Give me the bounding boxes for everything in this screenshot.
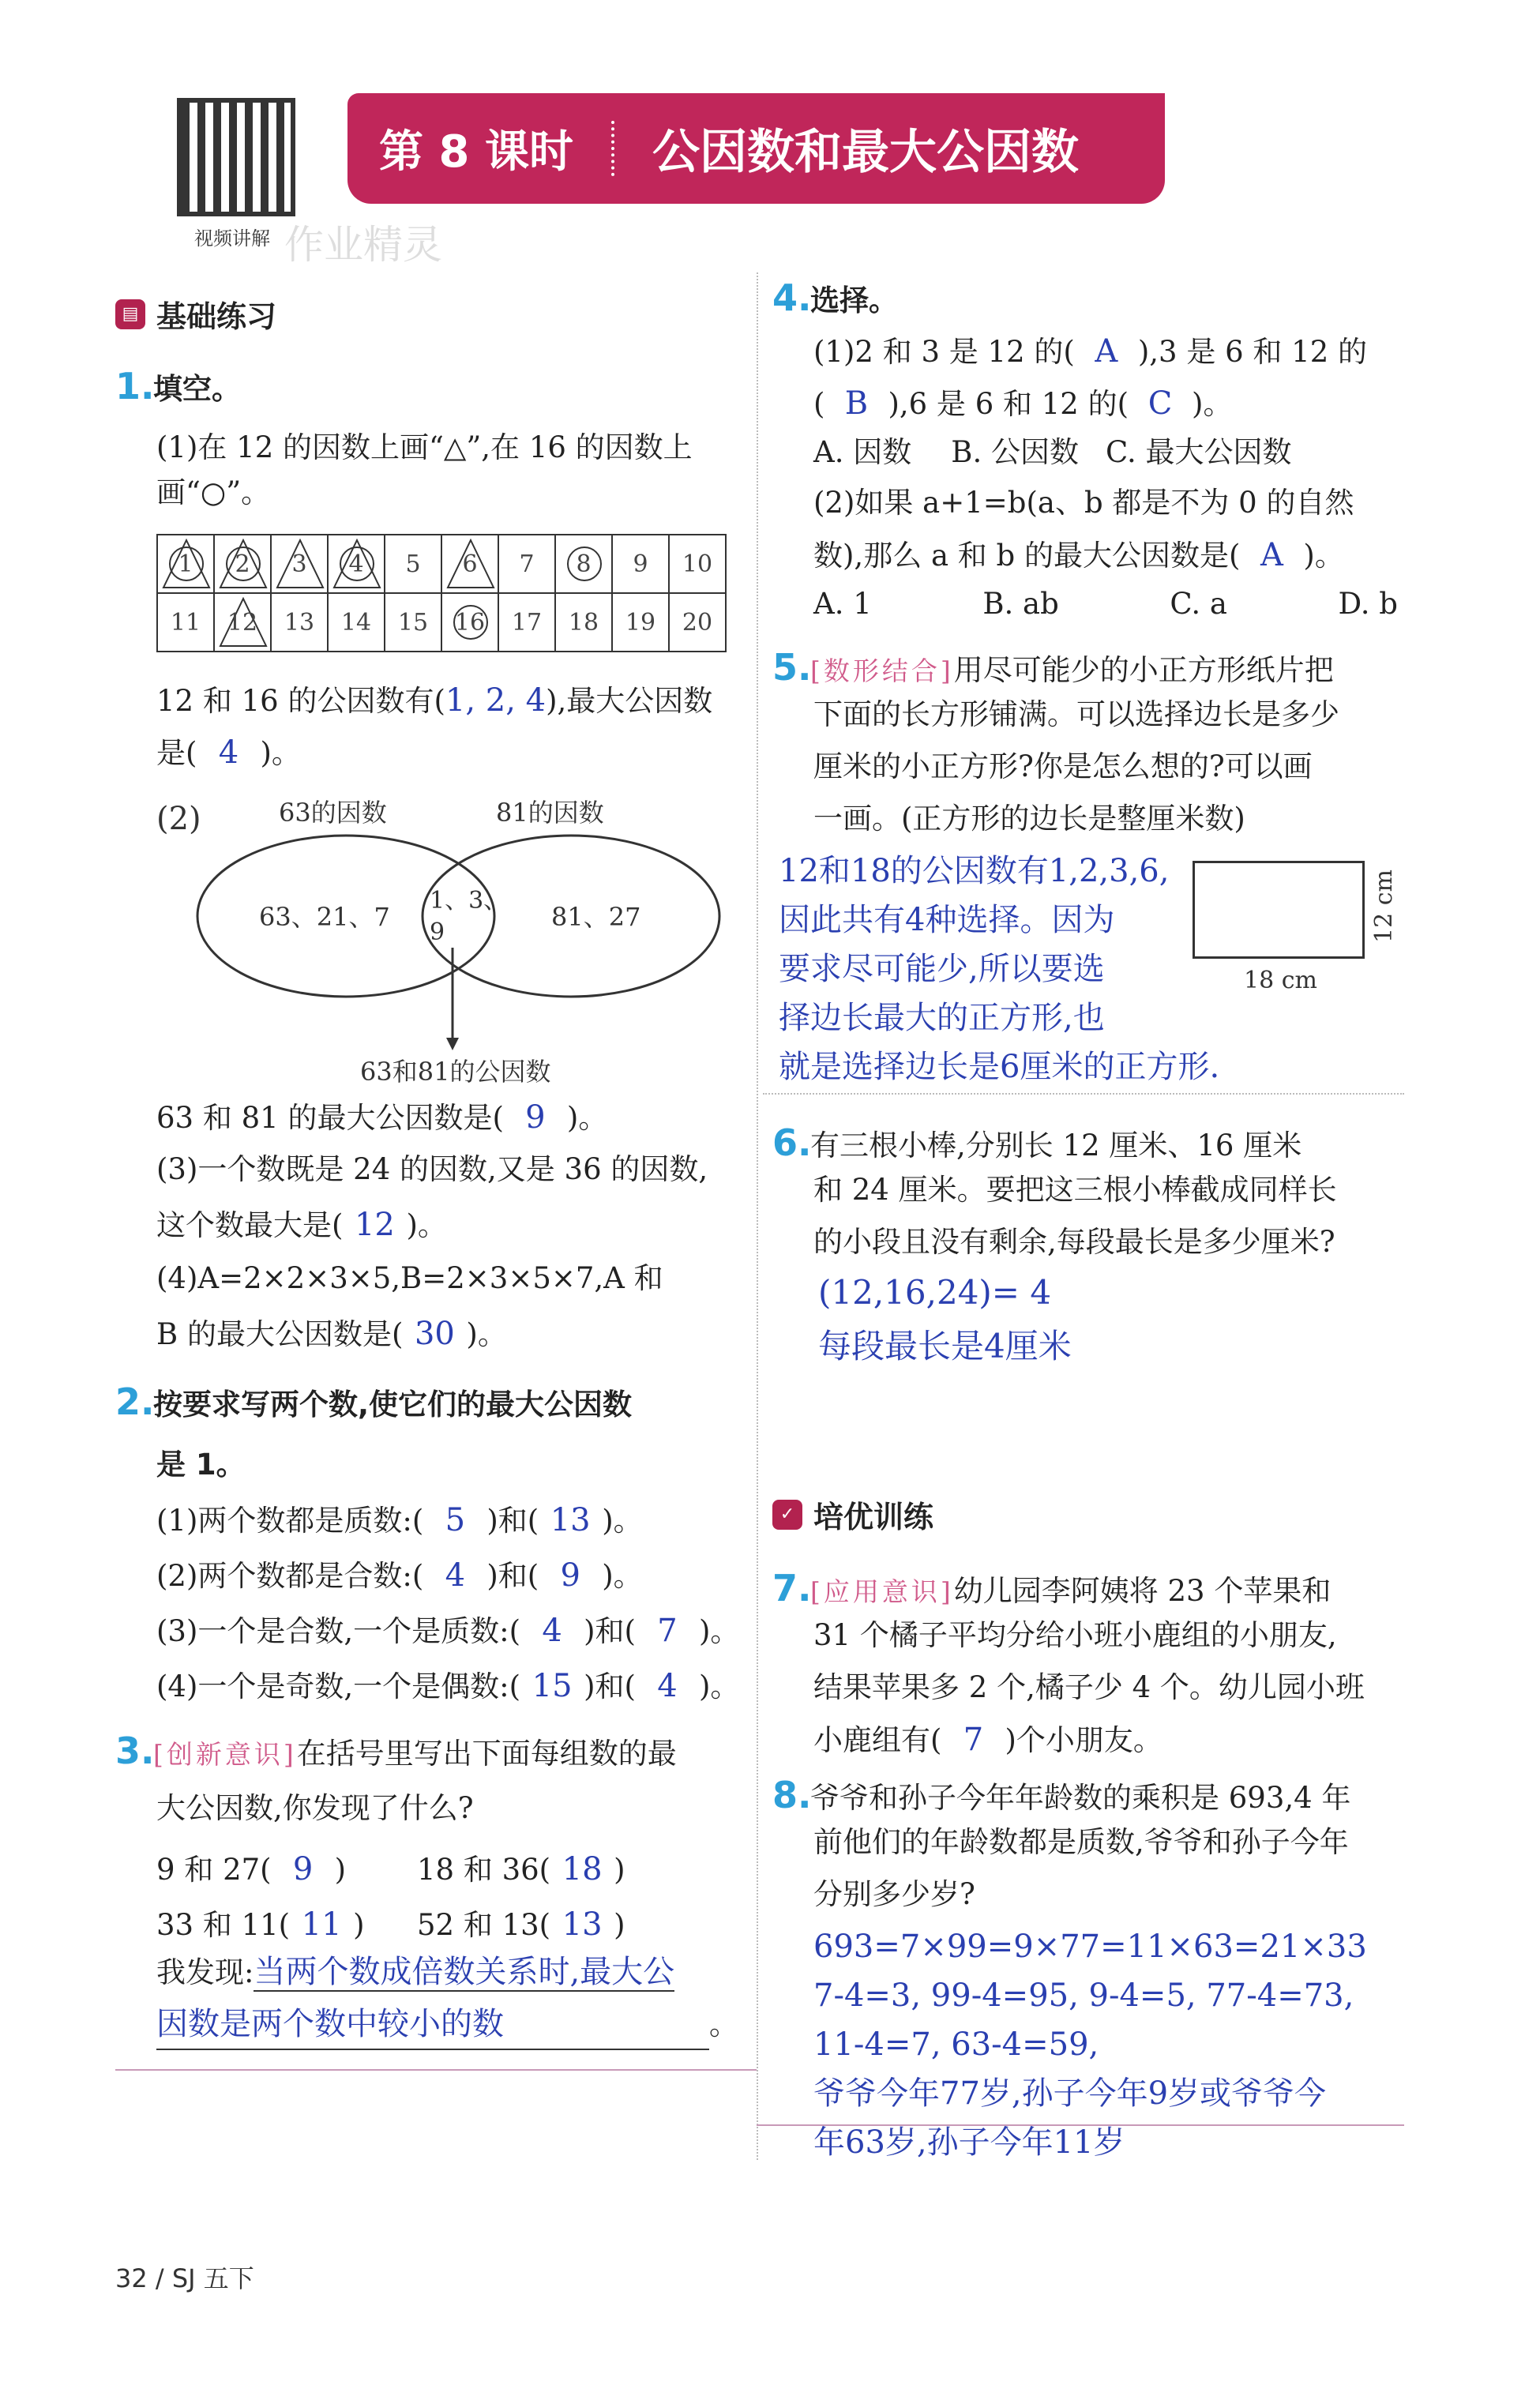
grid-cell: 15 [385, 593, 441, 652]
grid-cell: 20 [669, 593, 726, 652]
q8-answer-line: 爷爷今年77岁,孙子今年9岁或爷爷今 [813, 2075, 1327, 2112]
q3-answer-1: 9 [292, 1851, 314, 1887]
q8-answer-line: 693=7×99=9×77=11×63=21×33 [813, 1929, 1367, 1965]
q1-gcd-answer: 4 [218, 734, 239, 771]
banner-divider [611, 121, 614, 176]
section-advanced [772, 1493, 933, 1536]
q1-part4-answer: 30 [414, 1316, 455, 1352]
q1-gcd-line: 是( 4 )。 [156, 728, 301, 777]
question-8 [772, 1767, 1404, 1823]
grid-cell: 6 [441, 535, 498, 593]
venn-right-values: 81、27 [551, 902, 641, 932]
q1-common-answer: 1, 2, 4 [445, 682, 547, 719]
q6-line1: 有三根小棒,分别长 12 厘米、16 厘米 [810, 1129, 1302, 1162]
q7-line1: 幼儿园李阿姨将 23 个苹果和 [953, 1574, 1332, 1608]
q3-finding-answer-1: 当两个数成倍数关系时,最大公 [254, 1954, 675, 1990]
q1-part3-line1: (3)一个数既是 24 的因数,又是 36 的因数, [156, 1152, 708, 1186]
q8-answer-line: 年63岁,孙子今年11岁 [813, 2124, 1125, 2161]
rect-height-label: 12 cm [1369, 869, 1398, 943]
q3-pair-3: 33 和 11( 11 ) [156, 1900, 365, 1949]
grid-cell: 16 [441, 593, 498, 652]
q1-common-line: 12 和 16 的公因数有(1, 2, 4),最大公因数 [156, 682, 713, 719]
q3-number: 3. [115, 1730, 155, 1772]
venn-right-title: 81的因数 [496, 798, 604, 828]
q2-title-1: 按要求写两个数,使它们的最大公因数 [153, 1388, 633, 1422]
q3-answer-3: 11 [301, 1906, 342, 1943]
grid-cell: 2 [214, 535, 271, 593]
q5-number: 5. [772, 646, 812, 689]
shield-check-icon: ✓ [772, 1500, 802, 1530]
q5-line4: 一画。(正方形的边长是整厘米数) [813, 802, 1245, 836]
q8-answer-line: 7-4=3, 99-4=95, 9-4=5, 77-4=73, [813, 1977, 1354, 2014]
question-7 [772, 1561, 1404, 1617]
section-basic-title: 基础练习 [156, 299, 277, 334]
q2-row: (4)一个是奇数,一个是偶数:( 15 )和( 4 )。 [156, 1662, 739, 1717]
venn-diagram [156, 790, 725, 1090]
q1-part2-line: 63 和 81 的最大公因数是( 9 )。 [156, 1093, 607, 1142]
q4-answer-1: A [1095, 333, 1118, 370]
page-number: 32 / SJ 五下 [115, 2263, 254, 2293]
grid-cell: 3 [271, 535, 328, 593]
q2-answer-b: 7 [657, 1613, 678, 1649]
q8-line1: 爷爷和孙子今年年龄数的乘积是 693,4 年 [810, 1781, 1351, 1815]
qr-label: 视频讲解 [194, 227, 270, 250]
grid-cell: 18 [555, 593, 612, 652]
grid-cell: 19 [612, 593, 669, 652]
grid-cell: 10 [669, 535, 726, 593]
q1-part3-line2: 这个数最大是( 12 )。 [156, 1200, 447, 1249]
q6-answer-2: 每段最长是4厘米 [818, 1327, 1072, 1365]
grid-cell: 7 [498, 535, 555, 593]
q2-row: (3)一个是合数,一个是质数:( 4 )和( 7 )。 [156, 1606, 739, 1662]
q3-pair-2: 18 和 36( 18 ) [417, 1845, 625, 1894]
q7-tag: [应用意识] [810, 1576, 954, 1607]
q2-row: (2)两个数都是合数:( 4 )和( 9 )。 [156, 1551, 739, 1606]
q1-part3-answer: 12 [354, 1207, 395, 1243]
watermark: 作业精灵 [284, 222, 442, 268]
q5-answer-line: 择边长最大的正方形,也 [779, 1000, 1105, 1036]
section-advanced-title: 培优训练 [813, 1500, 934, 1534]
venn-arrow-head [446, 1038, 459, 1050]
q4-answer-4: A [1260, 537, 1283, 573]
q7-line2: 31 个橘子平均分给小班小鹿组的小朋友, [813, 1618, 1337, 1652]
q5-answer-line: 就是选择边长是6厘米的正方形. [779, 1049, 1220, 1085]
column-divider [757, 272, 758, 2160]
q4-number: 4. [772, 276, 812, 319]
grid-cell: 9 [612, 535, 669, 593]
q8-answer [813, 1922, 1367, 2167]
factor-grid [156, 534, 727, 652]
title-banner [347, 93, 1165, 204]
q5-answer-line: 要求尽可能少,所以要选 [779, 951, 1105, 987]
q5-bottom-rule [763, 1093, 1404, 1095]
lesson-label: 第 8 课时 [379, 126, 573, 178]
q5-answer-line: 因此共有4种选择。因为 [779, 902, 1115, 938]
q3-finding-line1: 我发现:当两个数成倍数关系时,最大公 [156, 1954, 675, 1990]
q3-title-1: 在括号里写出下面每组数的最 [296, 1737, 677, 1771]
q1-part4-line1: (4)A=2×2×3×5,B=2×3×5×7,A 和 [156, 1261, 663, 1295]
q4-line4: 数),那么 a 和 b 的最大公因数是( A )。 [813, 531, 1344, 580]
q4-options-1: A. 因数 B. 公因数 C. 最大公因数 [813, 435, 1292, 469]
right-bottom-rule [757, 2124, 1404, 2126]
venn-part-label: (2) [156, 801, 201, 837]
q8-answer-line: 11-4=7, 63-4=59, [813, 2026, 1099, 2063]
grid-cell: 14 [328, 593, 385, 652]
venn-caption: 63和81的公因数 [360, 1057, 551, 1087]
q2-answer-a: 15 [531, 1668, 573, 1704]
grid-cell: 13 [271, 593, 328, 652]
q4-options-2: A. 1 B. ab C. a D. b [813, 587, 1398, 621]
q8-line3: 分别多少岁? [813, 1877, 975, 1911]
q1-part4-line2: B 的最大公因数是( 30 )。 [156, 1309, 507, 1358]
grid-cell: 12 [214, 593, 271, 652]
q6-line2: 和 24 厘米。要把这三根小棒截成同样长 [813, 1173, 1337, 1207]
q2-answer-b: 9 [560, 1557, 580, 1594]
question-3 [115, 1730, 747, 1831]
q4-line1: (1)2 和 3 是 12 的( A ),3 是 6 和 12 的 [813, 327, 1367, 376]
q5-answer [779, 847, 1219, 1091]
q4-answer-2: B [844, 385, 869, 422]
q7-answer: 7 [963, 1722, 984, 1758]
q5-answer-line: 12和18的公因数有1,2,3,6, [779, 853, 1170, 889]
q3-pair-4: 52 和 13( 13 ) [417, 1900, 625, 1949]
rectangle-figure [1193, 861, 1365, 959]
q3-title-2: 大公因数,你发现了什么? [156, 1791, 474, 1826]
grid-cell: 1 [157, 535, 214, 593]
q7-number: 7. [772, 1567, 812, 1609]
q3-finding-answer-2: 因数是两个数中较小的数 [156, 2000, 709, 2050]
q4-title: 选择。 [810, 284, 898, 317]
q7-line3: 结果苹果多 2 个,橘子少 4 个。幼儿园小班 [813, 1670, 1365, 1704]
q1-title: 填空。 [153, 372, 241, 406]
document-icon: ▤ [115, 299, 145, 329]
q5-line3: 厘米的小正方形?你是怎么想的?可以画 [813, 749, 1313, 783]
q2-number: 2. [115, 1380, 155, 1423]
grid-cell: 4 [328, 535, 385, 593]
q3-tag: [创新意识] [153, 1739, 297, 1770]
venn-mid-values-1: 1、3、 [430, 887, 508, 915]
venn-mid-values-2: 9 [430, 918, 445, 946]
q2-answer-b: 13 [550, 1502, 591, 1538]
grid-cell: 11 [157, 593, 214, 652]
grid-cell: 5 [385, 535, 441, 593]
q4-line2: ( B ),6 是 6 和 12 的( C )。 [813, 379, 1232, 428]
q2-answer-a: 4 [542, 1613, 562, 1649]
q3-pair-1: 9 和 27( 9 ) [156, 1845, 346, 1894]
q2-title-2: 是 1。 [156, 1448, 246, 1482]
q4-answer-3: C [1147, 385, 1173, 422]
q1-part2-answer: 9 [525, 1099, 546, 1136]
q3-finding-line2: 因数是两个数中较小的数 。 [156, 2000, 741, 2050]
q2-answer-a: 4 [445, 1557, 466, 1594]
grid-cell: 17 [498, 593, 555, 652]
q5-tag: [数形结合] [810, 655, 954, 686]
q3-answer-4: 13 [562, 1906, 603, 1943]
q7-line4: 小鹿组有( 7 )个小朋友。 [813, 1715, 1163, 1764]
question-4 [772, 276, 1404, 319]
q2-rows [156, 1496, 739, 1717]
question-2 [115, 1380, 747, 1483]
question-5 [772, 640, 1404, 696]
q1-number: 1. [115, 365, 155, 408]
venn-left-values: 63、21、7 [259, 902, 390, 932]
page-title: 公因数和最大公因数 [652, 125, 1079, 180]
q2-answer-a: 5 [445, 1502, 466, 1538]
q6-number: 6. [772, 1121, 812, 1164]
q6-answer-1: (12,16,24)= 4 [818, 1273, 1052, 1312]
q5-line1: 用尽可能少的小正方形纸片把 [953, 653, 1334, 687]
left-bottom-rule [115, 2069, 757, 2071]
q8-line2: 前他们的年龄数都是质数,爷爷和孙子今年 [813, 1825, 1349, 1859]
q5-line2: 下面的长方形铺满。可以选择边长是多少 [813, 697, 1339, 731]
q2-answer-b: 4 [657, 1668, 678, 1704]
venn-left-title: 63的因数 [279, 798, 387, 828]
rect-width-label: 18 cm [1244, 967, 1317, 994]
section-basic [115, 292, 276, 336]
q1-part1-text: (1)在 12 的因数上画“△”,在 16 的因数上画“○”。 [156, 430, 693, 510]
grid-cell: 8 [555, 535, 612, 593]
q8-number: 8. [772, 1774, 812, 1816]
question-1 [115, 365, 747, 516]
qr-code[interactable] [177, 98, 295, 216]
q6-line3: 的小段且没有剩余,每段最长是多少厘米? [813, 1225, 1335, 1259]
q4-line3: (2)如果 a+1=b(a、b 都是不为 0 的自然 [813, 486, 1354, 520]
question-6 [772, 1115, 1404, 1171]
q3-answer-2: 18 [562, 1851, 603, 1887]
q2-row: (1)两个数都是质数:( 5 )和( 13 )。 [156, 1496, 739, 1551]
